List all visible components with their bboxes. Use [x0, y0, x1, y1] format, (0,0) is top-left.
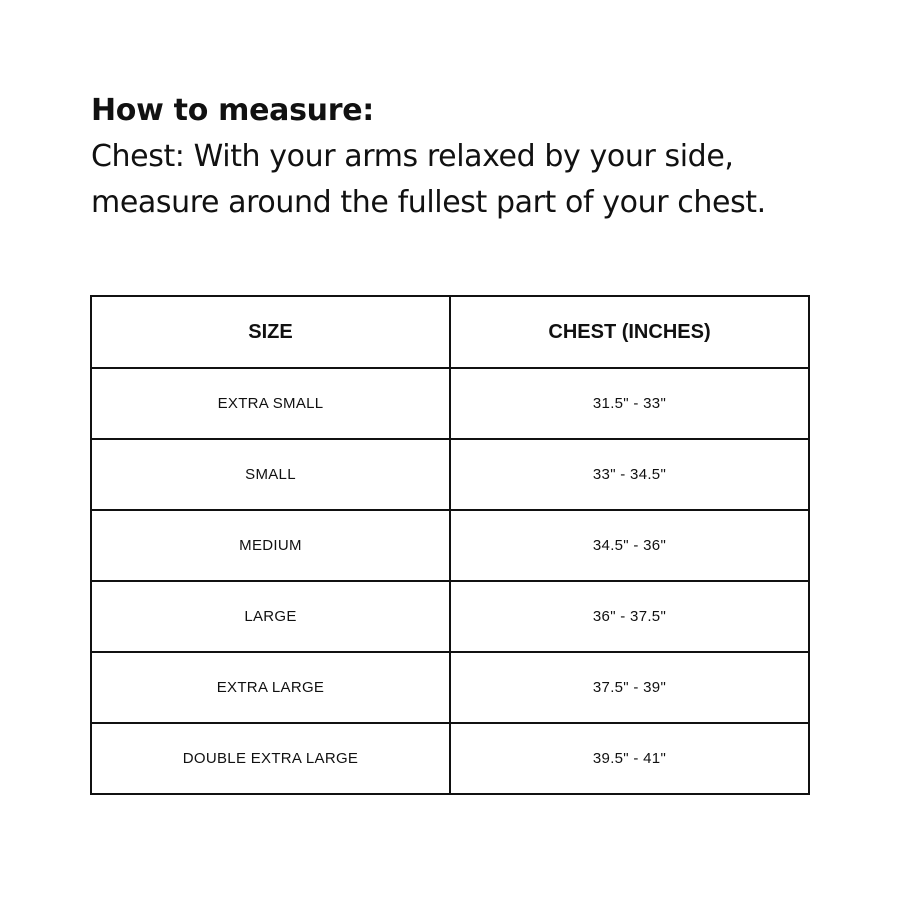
size-cell: MEDIUM: [91, 510, 450, 581]
guide-heading: How to measure:: [91, 93, 374, 128]
table-row: [91, 439, 809, 510]
size-chart-table: [90, 295, 810, 795]
table-row: [91, 581, 809, 652]
chest-cell: 37.5" - 39": [450, 652, 809, 723]
chest-cell: 36" - 37.5": [450, 581, 809, 652]
chest-cell: 39.5" - 41": [450, 723, 809, 794]
table-row: [91, 368, 809, 439]
header-size: SIZE: [91, 296, 450, 368]
guide-body: Chest: With your arms relaxed by your side, measure around the fullest part of your chest.: [91, 139, 766, 220]
table-header-row: [91, 296, 809, 368]
chest-cell: 33" - 34.5": [450, 439, 809, 510]
header-chest: CHEST (INCHES): [450, 296, 809, 368]
table-row: [91, 510, 809, 581]
size-cell: LARGE: [91, 581, 450, 652]
chest-cell: 31.5" - 33": [450, 368, 809, 439]
size-cell: DOUBLE EXTRA LARGE: [91, 723, 450, 794]
table-row: [91, 652, 809, 723]
measure-guide: [91, 88, 831, 226]
size-cell: EXTRA SMALL: [91, 368, 450, 439]
size-cell: EXTRA LARGE: [91, 652, 450, 723]
table-row: [91, 723, 809, 794]
size-cell: SMALL: [91, 439, 450, 510]
chest-cell: 34.5" - 36": [450, 510, 809, 581]
